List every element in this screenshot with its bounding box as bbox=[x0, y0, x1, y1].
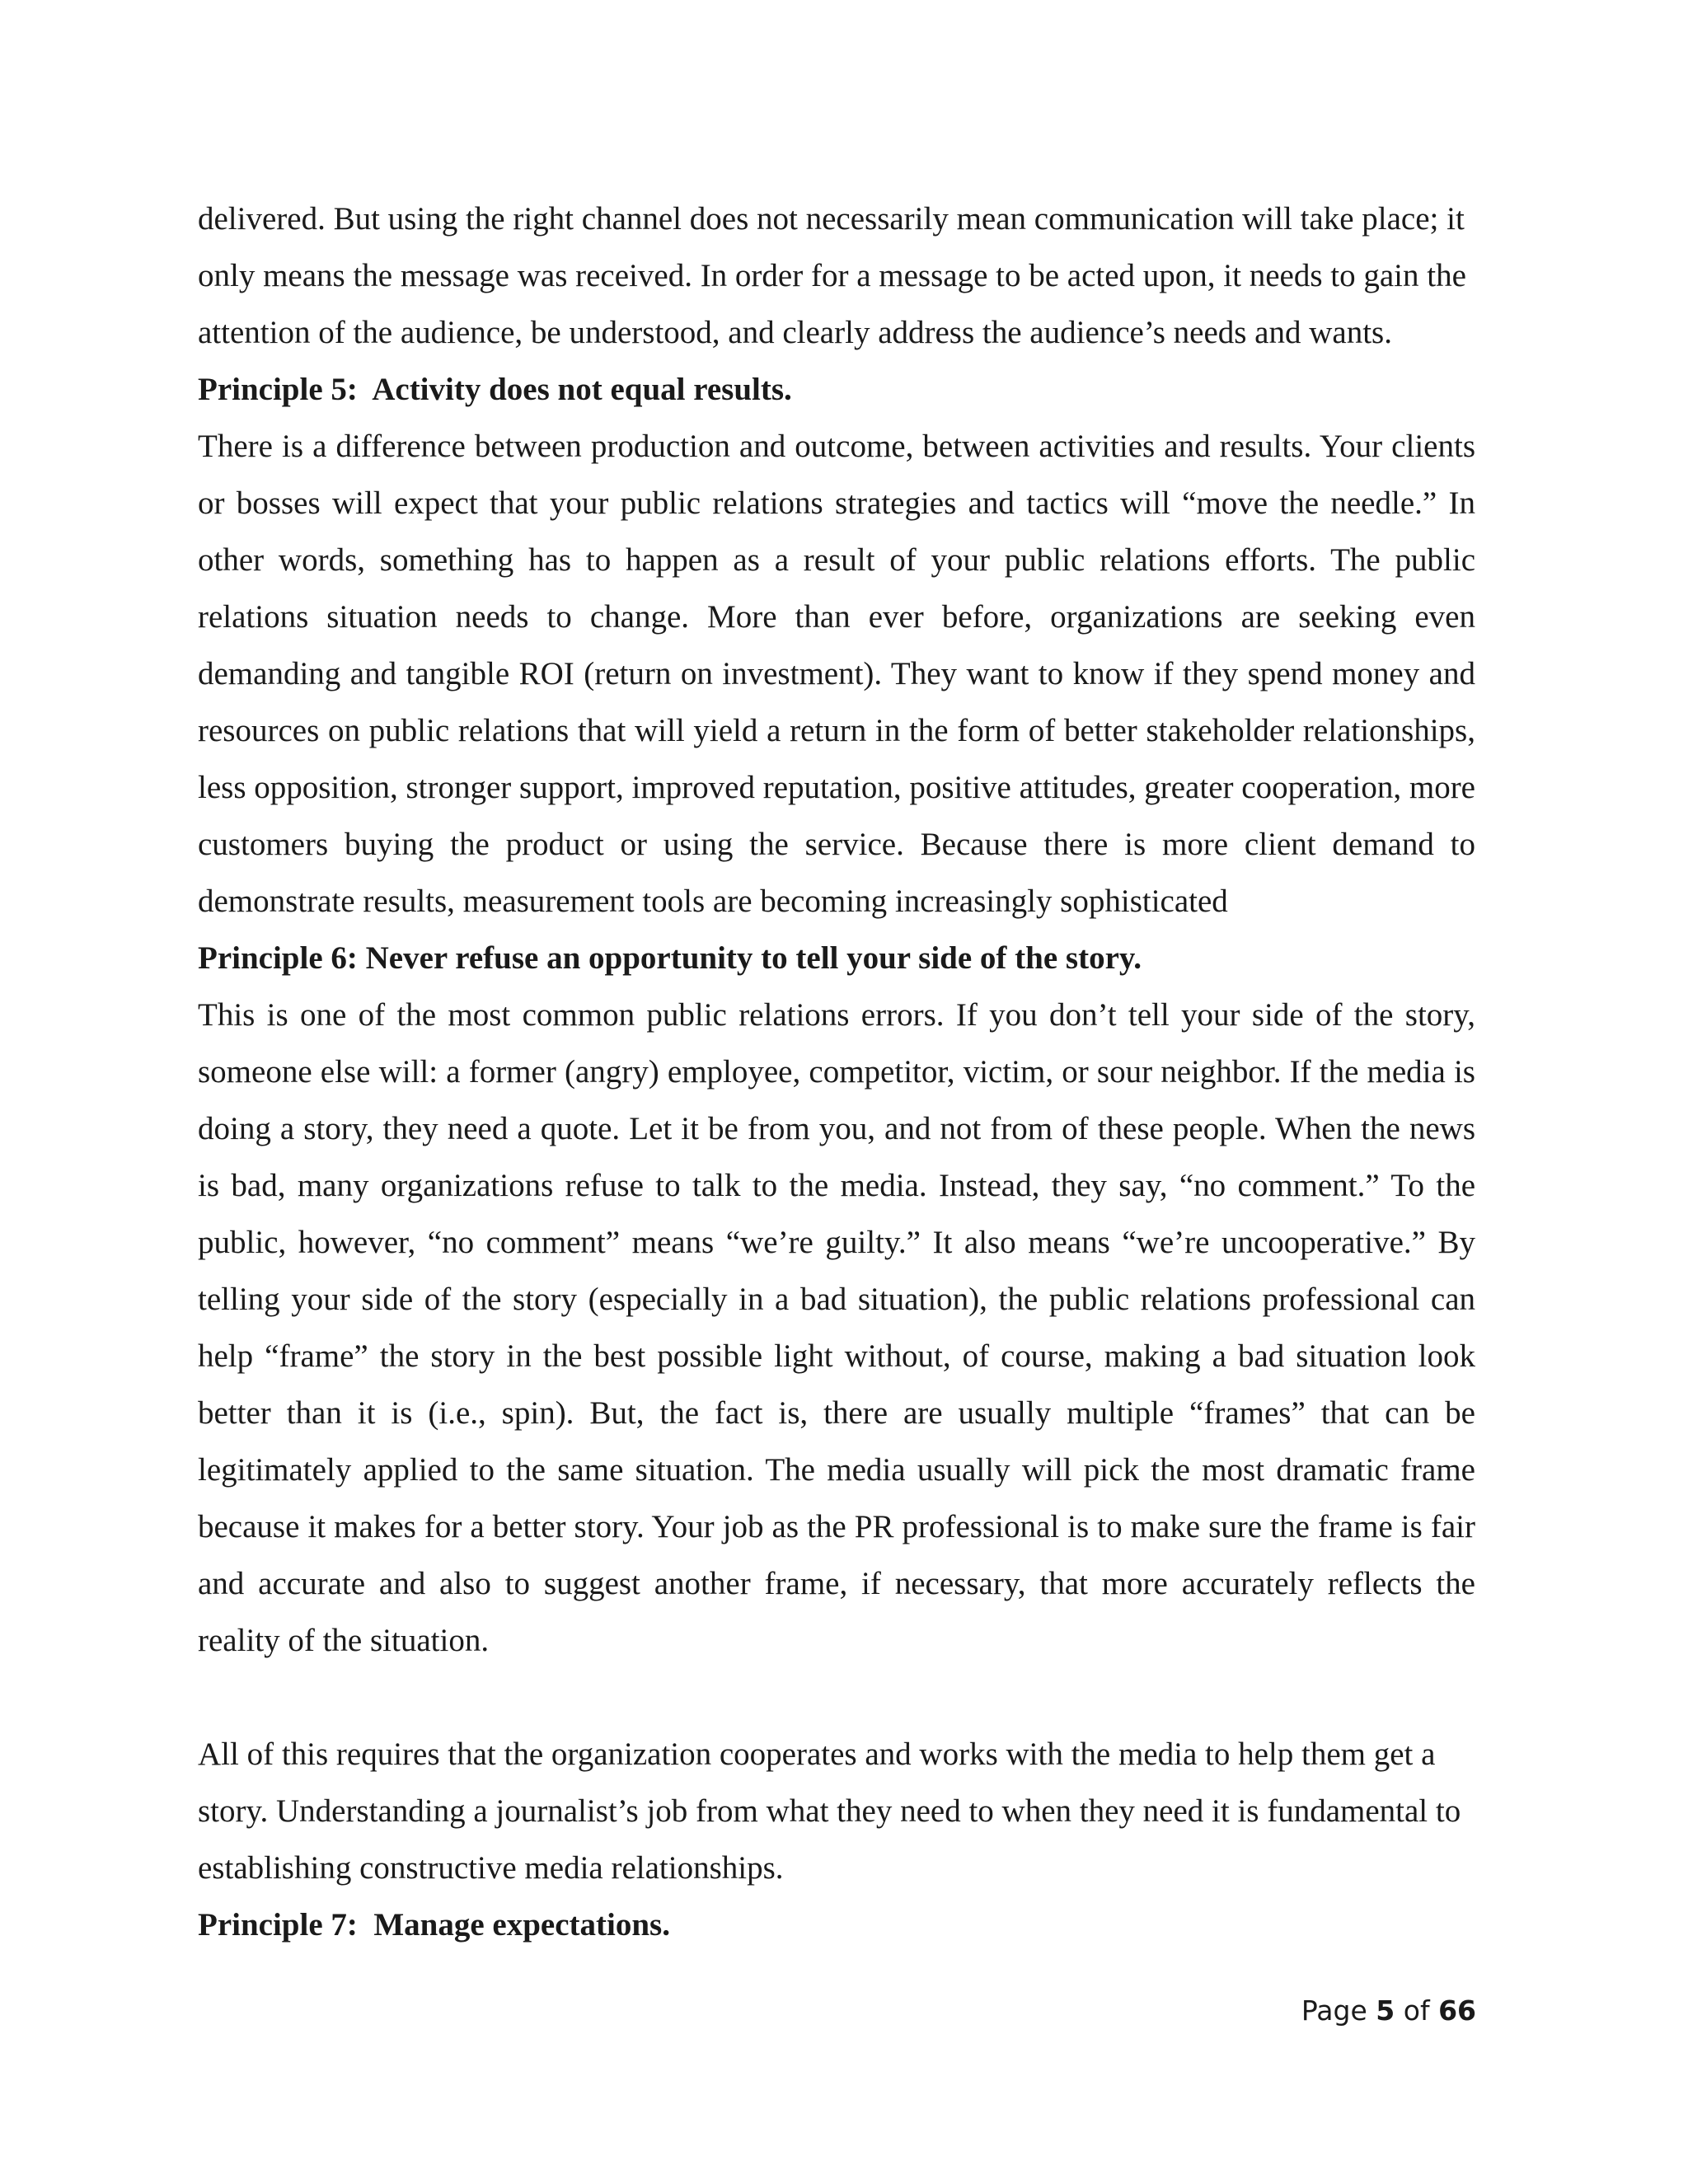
page-label: Page bbox=[1301, 1994, 1367, 2027]
paragraph-spacer bbox=[198, 1669, 1475, 1726]
principle-5-body: There is a difference between production and outcome, between activities and results. Your clients or bosses will expect that your public relations strategies and tactics will “move the needle.” In other words, something has to happen as a result of your public relations efforts. The public relations situation needs to change. More than ever before, organizations are seeking even demanding and tangible ROI (return on investment). They want to know if they spend money and resources on public relations that will yield a return in the form of better stakeholder relationships, less opposition, stronger support, improved reputation, positive attitudes, greater cooperation, more customers buying the product or using the service. Because there is more client demand to demonstrate results, measurement tools are becoming increasingly sophisticated bbox=[198, 429, 1475, 919]
media-relations-paragraph: All of this requires that the organization cooperates and works with the media to help them get a story. Understanding a journalist’s job from what they need to when they need it is fundamental to establishing constructive media relationships. bbox=[198, 1736, 1461, 1886]
principle-6-body: This is one of the most common public relations errors. If you don’t tell your side of the story, someone else will: a former (angry) employee, competitor, victim, or sour neighbor. If the media is doing a story, they need a quote. Let it be from you, and not from of these people. When the news is bad, many organizations refuse to talk to the media. Instead, they say, “no comment.” To the public, however, “no comment” means “we’re guilty.” It also means “we’re uncooperative.” By telling your side of the story (especially in a bad situation), the public relations professional can help “frame” the story in the best possible light without, of course, making a bad situation look better than it is (i.e., spin). But, the fact is, there are usually multiple “frames” that can be legitimately applied to the same situation. The media usually will pick the most dramatic frame because it makes for a better story. Your job as the PR professional is to make sure the frame is fair and accurate and also to suggest another frame, if necessary, that more accurately reflects the reality of the situation. bbox=[198, 997, 1475, 1658]
principle-7-heading: Principle 7: Manage expectations. bbox=[198, 1907, 670, 1943]
principle-6-heading: Principle 6: Never refuse an opportunity to tell your side of the story. bbox=[198, 940, 1142, 976]
page-number-footer bbox=[1301, 1994, 1476, 2027]
of-label: of bbox=[1403, 1994, 1430, 2027]
total-pages-number: 66 bbox=[1438, 1994, 1476, 2027]
page-content bbox=[198, 190, 1475, 1953]
principle-5-heading: Principle 5: Activity does not equal results. bbox=[198, 372, 792, 407]
intro-paragraph: delivered. But using the right channel does not necessarily mean communication will take place; it only means the message was received. In order for a message to be acted upon, it needs to gain the attention of the audience, be understood, and clearly address the audience’s needs and wants. bbox=[198, 201, 1466, 350]
current-page-number: 5 bbox=[1376, 1994, 1395, 2027]
